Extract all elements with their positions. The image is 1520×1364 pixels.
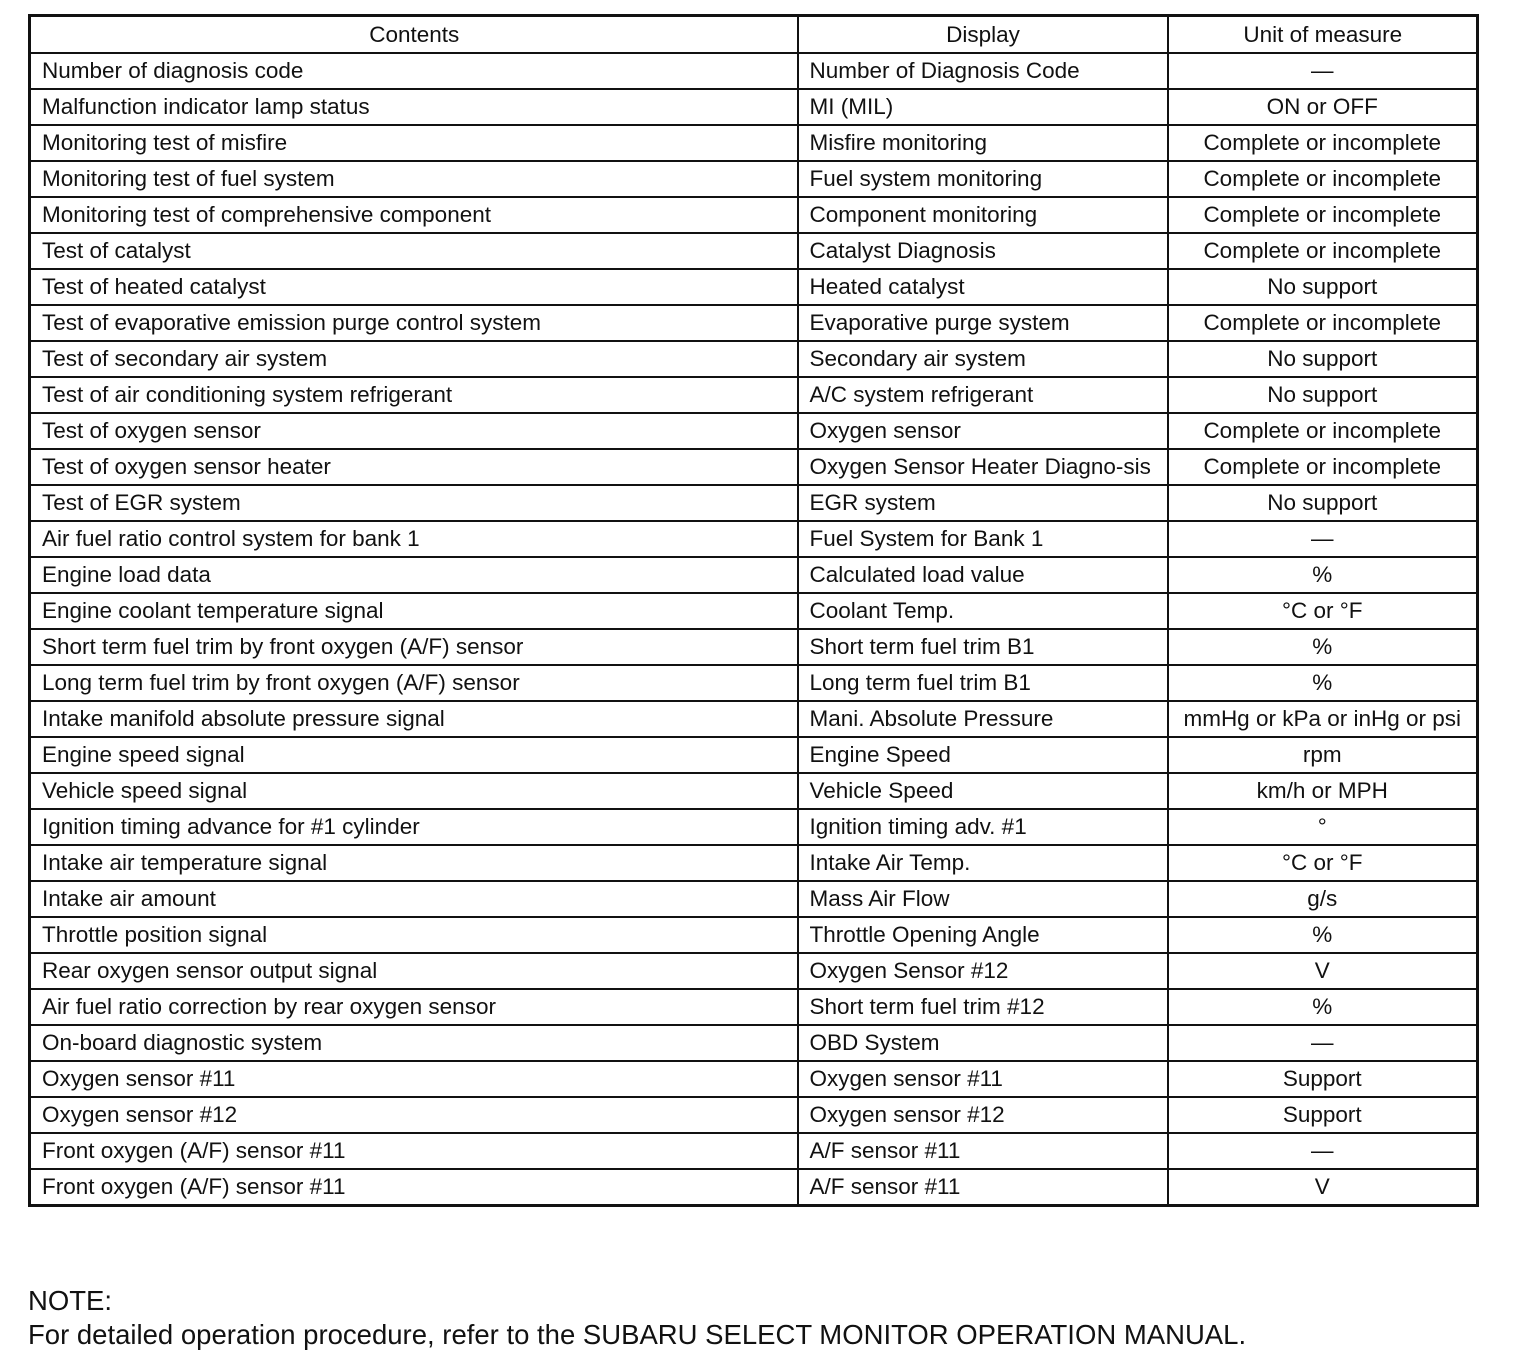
cell-contents: Air fuel ratio control system for bank 1 <box>30 521 798 557</box>
cell-unit: V <box>1168 1169 1478 1206</box>
cell-unit: °C or °F <box>1168 845 1478 881</box>
cell-display: Long term fuel trim B1 <box>798 665 1168 701</box>
cell-unit: % <box>1168 557 1478 593</box>
cell-display: Oxygen sensor #12 <box>798 1097 1168 1133</box>
cell-display: OBD System <box>798 1025 1168 1061</box>
cell-contents: Engine load data <box>30 557 798 593</box>
cell-contents: Test of secondary air system <box>30 341 798 377</box>
cell-unit: ON or OFF <box>1168 89 1478 125</box>
table-row <box>30 953 1478 989</box>
cell-display: Mass Air Flow <box>798 881 1168 917</box>
cell-contents: Test of oxygen sensor <box>30 413 798 449</box>
cell-unit: — <box>1168 1133 1478 1169</box>
cell-display: EGR system <box>798 485 1168 521</box>
cell-display: Heated catalyst <box>798 269 1168 305</box>
table-row <box>30 665 1478 701</box>
cell-contents: Oxygen sensor #12 <box>30 1097 798 1133</box>
cell-contents: Front oxygen (A/F) sensor #11 <box>30 1133 798 1169</box>
cell-contents: Test of oxygen sensor heater <box>30 449 798 485</box>
cell-display: Oxygen Sensor #12 <box>798 953 1168 989</box>
cell-contents: Intake air amount <box>30 881 798 917</box>
cell-contents: Front oxygen (A/F) sensor #11 <box>30 1169 798 1206</box>
cell-unit: mmHg or kPa or inHg or psi <box>1168 701 1478 737</box>
cell-contents: Vehicle speed signal <box>30 773 798 809</box>
note-block <box>28 1284 1246 1352</box>
note-text: For detailed operation procedure, refer to the SUBARU SELECT MONITOR OPERATION MANUAL. <box>28 1319 1247 1350</box>
cell-display: Short term fuel trim #12 <box>798 989 1168 1025</box>
cell-display: Engine Speed <box>798 737 1168 773</box>
cell-display: Ignition timing adv. #1 <box>798 809 1168 845</box>
cell-contents: Test of heated catalyst <box>30 269 798 305</box>
cell-display: Component monitoring <box>798 197 1168 233</box>
cell-contents: Intake manifold absolute pressure signal <box>30 701 798 737</box>
cell-unit: No support <box>1168 269 1478 305</box>
cell-contents: Test of EGR system <box>30 485 798 521</box>
cell-contents: Monitoring test of misfire <box>30 125 798 161</box>
cell-display: Evaporative purge system <box>798 305 1168 341</box>
cell-contents: Engine speed signal <box>30 737 798 773</box>
header-display: Display <box>798 16 1168 54</box>
table-row <box>30 1097 1478 1133</box>
table-row <box>30 1133 1478 1169</box>
cell-display: Oxygen sensor <box>798 413 1168 449</box>
cell-unit: Support <box>1168 1061 1478 1097</box>
cell-display: MI (MIL) <box>798 89 1168 125</box>
cell-contents: Number of diagnosis code <box>30 53 798 89</box>
table-row <box>30 53 1478 89</box>
cell-contents: Intake air temperature signal <box>30 845 798 881</box>
cell-unit: Complete or incomplete <box>1168 305 1478 341</box>
header-unit: Unit of measure <box>1168 16 1478 54</box>
cell-display: Number of Diagnosis Code <box>798 53 1168 89</box>
table-row <box>30 341 1478 377</box>
cell-unit: Complete or incomplete <box>1168 233 1478 269</box>
cell-unit: Complete or incomplete <box>1168 161 1478 197</box>
cell-contents: Short term fuel trim by front oxygen (A/F) sensor <box>30 629 798 665</box>
cell-unit: Complete or incomplete <box>1168 125 1478 161</box>
cell-unit: g/s <box>1168 881 1478 917</box>
cell-display: Coolant Temp. <box>798 593 1168 629</box>
cell-unit: V <box>1168 953 1478 989</box>
cell-display: Secondary air system <box>798 341 1168 377</box>
cell-display: Throttle Opening Angle <box>798 917 1168 953</box>
cell-contents: Test of catalyst <box>30 233 798 269</box>
table-row <box>30 125 1478 161</box>
cell-unit: ° <box>1168 809 1478 845</box>
cell-display: Oxygen sensor #11 <box>798 1061 1168 1097</box>
cell-contents: Engine coolant temperature signal <box>30 593 798 629</box>
cell-unit: — <box>1168 521 1478 557</box>
cell-contents: Long term fuel trim by front oxygen (A/F) sensor <box>30 665 798 701</box>
cell-display: Fuel System for Bank 1 <box>798 521 1168 557</box>
table-row <box>30 413 1478 449</box>
cell-unit: No support <box>1168 485 1478 521</box>
cell-unit: °C or °F <box>1168 593 1478 629</box>
cell-contents: Monitoring test of fuel system <box>30 161 798 197</box>
cell-display: Oxygen Sensor Heater Diagno-sis <box>798 449 1168 485</box>
table-row <box>30 881 1478 917</box>
cell-unit: Support <box>1168 1097 1478 1133</box>
cell-unit: rpm <box>1168 737 1478 773</box>
cell-unit: % <box>1168 665 1478 701</box>
table-row <box>30 1061 1478 1097</box>
table-row <box>30 161 1478 197</box>
table-row <box>30 809 1478 845</box>
cell-contents: On-board diagnostic system <box>30 1025 798 1061</box>
cell-contents: Monitoring test of comprehensive component <box>30 197 798 233</box>
cell-contents: Test of evaporative emission purge control system <box>30 305 798 341</box>
table-row <box>30 1169 1478 1206</box>
cell-display: Intake Air Temp. <box>798 845 1168 881</box>
cell-contents: Oxygen sensor #11 <box>30 1061 798 1097</box>
cell-unit: No support <box>1168 341 1478 377</box>
cell-display: Catalyst Diagnosis <box>798 233 1168 269</box>
cell-unit: — <box>1168 53 1478 89</box>
cell-display: Vehicle Speed <box>798 773 1168 809</box>
cell-unit: % <box>1168 917 1478 953</box>
table-row <box>30 917 1478 953</box>
table-row <box>30 773 1478 809</box>
cell-display: Calculated load value <box>798 557 1168 593</box>
table-row <box>30 233 1478 269</box>
table-row <box>30 485 1478 521</box>
table-row <box>30 89 1478 125</box>
cell-unit: Complete or incomplete <box>1168 413 1478 449</box>
table-row <box>30 845 1478 881</box>
cell-unit: Complete or incomplete <box>1168 197 1478 233</box>
table-row <box>30 449 1478 485</box>
cell-unit: No support <box>1168 377 1478 413</box>
cell-display: Fuel system monitoring <box>798 161 1168 197</box>
table-header-row <box>30 16 1478 54</box>
cell-unit: % <box>1168 629 1478 665</box>
table-row <box>30 197 1478 233</box>
obd-data-table <box>28 14 1479 1207</box>
table-body <box>30 53 1478 1206</box>
cell-unit: — <box>1168 1025 1478 1061</box>
cell-display: Misfire monitoring <box>798 125 1168 161</box>
cell-display: Short term fuel trim B1 <box>798 629 1168 665</box>
table-row <box>30 737 1478 773</box>
table-row <box>30 557 1478 593</box>
document-sheet <box>28 14 1476 1207</box>
table-row <box>30 521 1478 557</box>
table-row <box>30 989 1478 1025</box>
table-row <box>30 269 1478 305</box>
note-label: NOTE: <box>28 1285 113 1316</box>
table-row <box>30 377 1478 413</box>
cell-display: A/C system refrigerant <box>798 377 1168 413</box>
cell-display: A/F sensor #11 <box>798 1169 1168 1206</box>
table-row <box>30 701 1478 737</box>
cell-unit: km/h or MPH <box>1168 773 1478 809</box>
cell-contents: Air fuel ratio correction by rear oxygen sensor <box>30 989 798 1025</box>
cell-display: Mani. Absolute Pressure <box>798 701 1168 737</box>
table-row <box>30 593 1478 629</box>
cell-contents: Malfunction indicator lamp status <box>30 89 798 125</box>
table-row <box>30 629 1478 665</box>
cell-contents: Ignition timing advance for #1 cylinder <box>30 809 798 845</box>
header-contents: Contents <box>30 16 798 54</box>
table-row <box>30 305 1478 341</box>
table-row <box>30 1025 1478 1061</box>
cell-unit: Complete or incomplete <box>1168 449 1478 485</box>
cell-unit: % <box>1168 989 1478 1025</box>
cell-display: A/F sensor #11 <box>798 1133 1168 1169</box>
cell-contents: Throttle position signal <box>30 917 798 953</box>
cell-contents: Test of air conditioning system refrigerant <box>30 377 798 413</box>
cell-contents: Rear oxygen sensor output signal <box>30 953 798 989</box>
